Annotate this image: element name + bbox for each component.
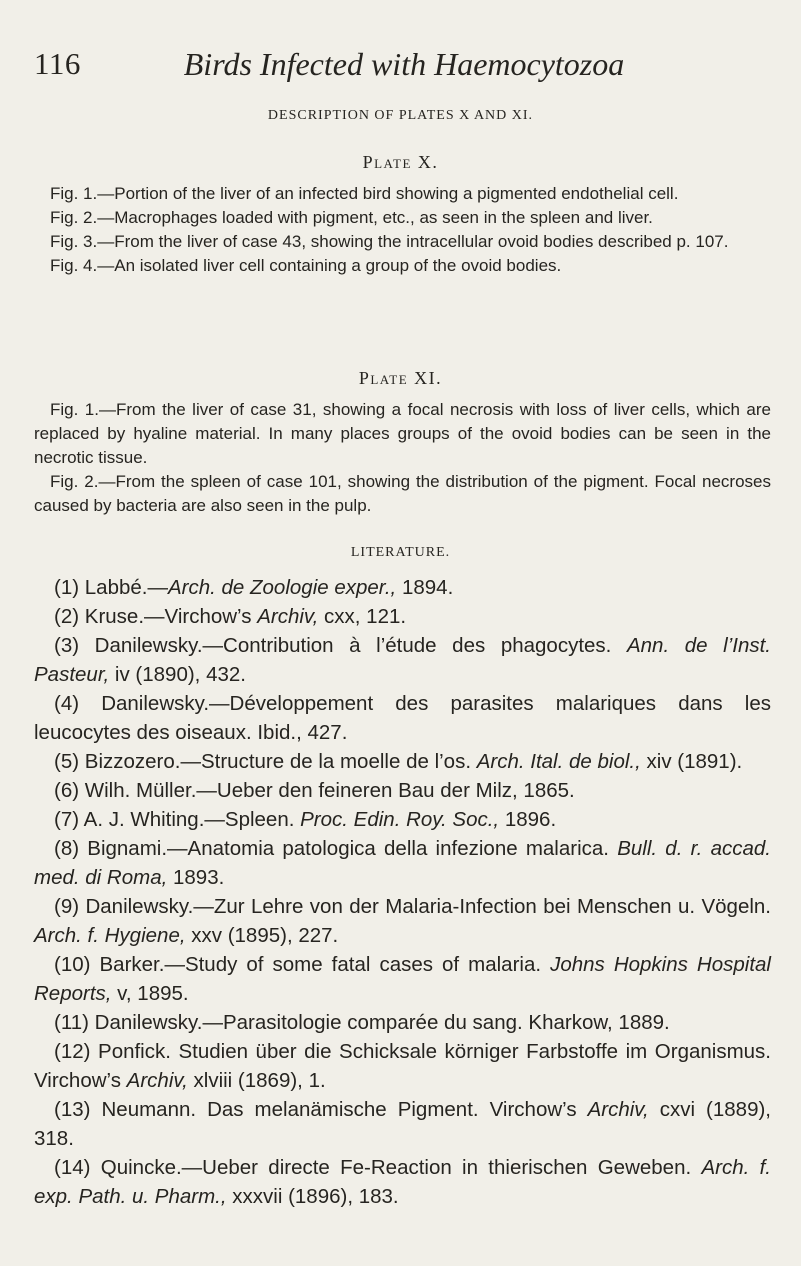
reference-text: A. J. Whiting.—Spleen. (83, 808, 301, 831)
reference-text: Quincke.—Ueber directe Fe-Reaction in thierischen Geweben. (100, 1156, 702, 1179)
reference-text: Wilh. Müller.—Ueber den feineren Bau der Milz, 1865. (84, 779, 575, 802)
reference-item (34, 892, 771, 950)
reference-number: (7) (54, 808, 80, 831)
reference-number: (1) (54, 576, 80, 599)
plate-x-fig-1: Fig. 1.—Portion of the liver of an infected bird showing a pigmented endothelial cell. (50, 184, 679, 203)
plate-x-fig-3: Fig. 3.—From the liver of case 43, showing the intracellular ovoid bodies described p. 107. (50, 232, 729, 251)
reference-number: (9) (54, 895, 80, 918)
reference-number: (3) (54, 634, 80, 657)
reference-text: Barker.—Study of some fatal cases of malaria. (99, 953, 551, 976)
plate-xi-fig-2: Fig. 2.—From the spleen of case 101, showing the distribution of the pigment. Focal necroses caused by bacteria are also seen in the pulp. (34, 472, 771, 515)
plate-x-fig-4: Fig. 4.—An isolated liver cell containing a group of the ovoid bodies. (50, 256, 562, 275)
reference-number: (5) (54, 750, 80, 773)
reference-text: Danilewsky.—Parasitologie comparée du sang. Kharkow, 1889. (94, 1011, 670, 1034)
reference-details: cxx, 121. (318, 605, 407, 628)
plate-xi-heading: Plate XI. (358, 368, 443, 388)
reference-text: Ponfick. Studien über die Schicksale körniger Farbstoffe im Organismus. Virchow’s (34, 1040, 771, 1092)
reference-item (34, 1153, 771, 1211)
reference-journal: Arch. Ital. de biol., (476, 750, 641, 773)
reference-number: (12) (54, 1040, 91, 1063)
reference-item (34, 776, 771, 805)
page-header (34, 38, 774, 88)
reference-item (34, 1095, 771, 1153)
plate-xi-fig-1: Fig. 1.—From the liver of case 31, showing a focal necrosis with loss of liver cells, which are replaced by hyaline material. In many places groups of the ovoid bodies can be seen in the necrotic tissue. (34, 400, 771, 467)
reference-journal: Archiv, (257, 605, 319, 628)
plate-x-figure-list (34, 182, 771, 278)
reference-item (34, 805, 771, 834)
reference-journal: Bull. d. r. accad. med. di Roma, (34, 837, 771, 889)
reference-journal: Arch. de Zoologie exper., (167, 576, 397, 599)
reference-item (34, 573, 771, 602)
reference-journal: Johns Hopkins Hospital Reports, (34, 953, 771, 1005)
reference-details: 1894. (396, 576, 454, 599)
plate-xi-figure-list (34, 398, 771, 518)
reference-number: (6) (54, 779, 80, 802)
reference-item (34, 602, 771, 631)
reference-details: iv (1890), 432. (109, 663, 246, 686)
reference-details: 1893. (167, 866, 225, 889)
reference-text: Bignami.—Anatomia patologica della infezione malarica. (87, 837, 618, 860)
reference-text: Neumann. Das melanämische Pigment. Virchow’s (101, 1098, 588, 1121)
reference-item (34, 950, 771, 1008)
reference-journal: Arch. f. exp. Path. u. Pharm., (34, 1156, 771, 1208)
reference-journal: Archiv, (126, 1069, 188, 1092)
reference-text: Danilewsky.—Développement des parasites malariques dans les leucocytes des oiseaux. Ibid., 427. (34, 692, 771, 744)
literature-heading: LITERATURE. (350, 545, 451, 560)
reference-details: v, 1895. (111, 982, 189, 1005)
reference-item (34, 1037, 771, 1095)
reference-journal: Proc. Edin. Roy. Soc., (300, 808, 500, 831)
reference-number: (10) (54, 953, 91, 976)
reference-text: Danilewsky.—Zur Lehre von der Malaria-Infection bei Menschen u. Vögeln. (85, 895, 771, 918)
reference-journal: Archiv, (587, 1098, 649, 1121)
reference-number: (2) (54, 605, 80, 628)
reference-details: xxxvii (1896), 183. (226, 1185, 399, 1208)
reference-item (34, 834, 771, 892)
reference-item (34, 1008, 771, 1037)
reference-number: (4) (54, 692, 80, 715)
reference-details: xxv (1895), 227. (185, 924, 339, 947)
reference-details: cxvi (1889), 318. (34, 1098, 772, 1150)
reference-details: 1896. (499, 808, 557, 831)
plates-description-caption: DESCRIPTION OF PLATES X AND XI. (267, 108, 534, 123)
running-title: Birds Infected with Haemocytozoa (183, 46, 625, 82)
reference-number: (8) (54, 837, 80, 860)
reference-text: Labbé.— (84, 576, 168, 599)
reference-journal: Ann. de l’Inst. Pasteur, (34, 634, 771, 686)
plate-x-heading: Plate X. (362, 152, 439, 172)
reference-item (34, 631, 771, 689)
reference-journal: Arch. f. Hygiene, (34, 924, 186, 947)
reference-number: (14) (54, 1156, 91, 1179)
reference-details: xiv (1891). (640, 750, 743, 773)
reference-number: (11) (54, 1011, 89, 1034)
literature-list (34, 573, 771, 1211)
reference-details: xlviii (1869), 1. (187, 1069, 326, 1092)
plate-x-fig-2: Fig. 2.—Macrophages loaded with pigment, etc., as seen in the spleen and liver. (50, 208, 653, 227)
reference-text: Danilewsky.—Contribution à l’étude des phagocytes. (94, 634, 627, 657)
reference-item (34, 747, 771, 776)
reference-number: (13) (54, 1098, 91, 1121)
reference-text: Kruse.—Virchow’s (84, 605, 258, 628)
reference-text: Bizzozero.—Structure de la moelle de l’os. (84, 750, 477, 773)
page-number: 116 (34, 46, 81, 81)
reference-item (34, 689, 771, 747)
